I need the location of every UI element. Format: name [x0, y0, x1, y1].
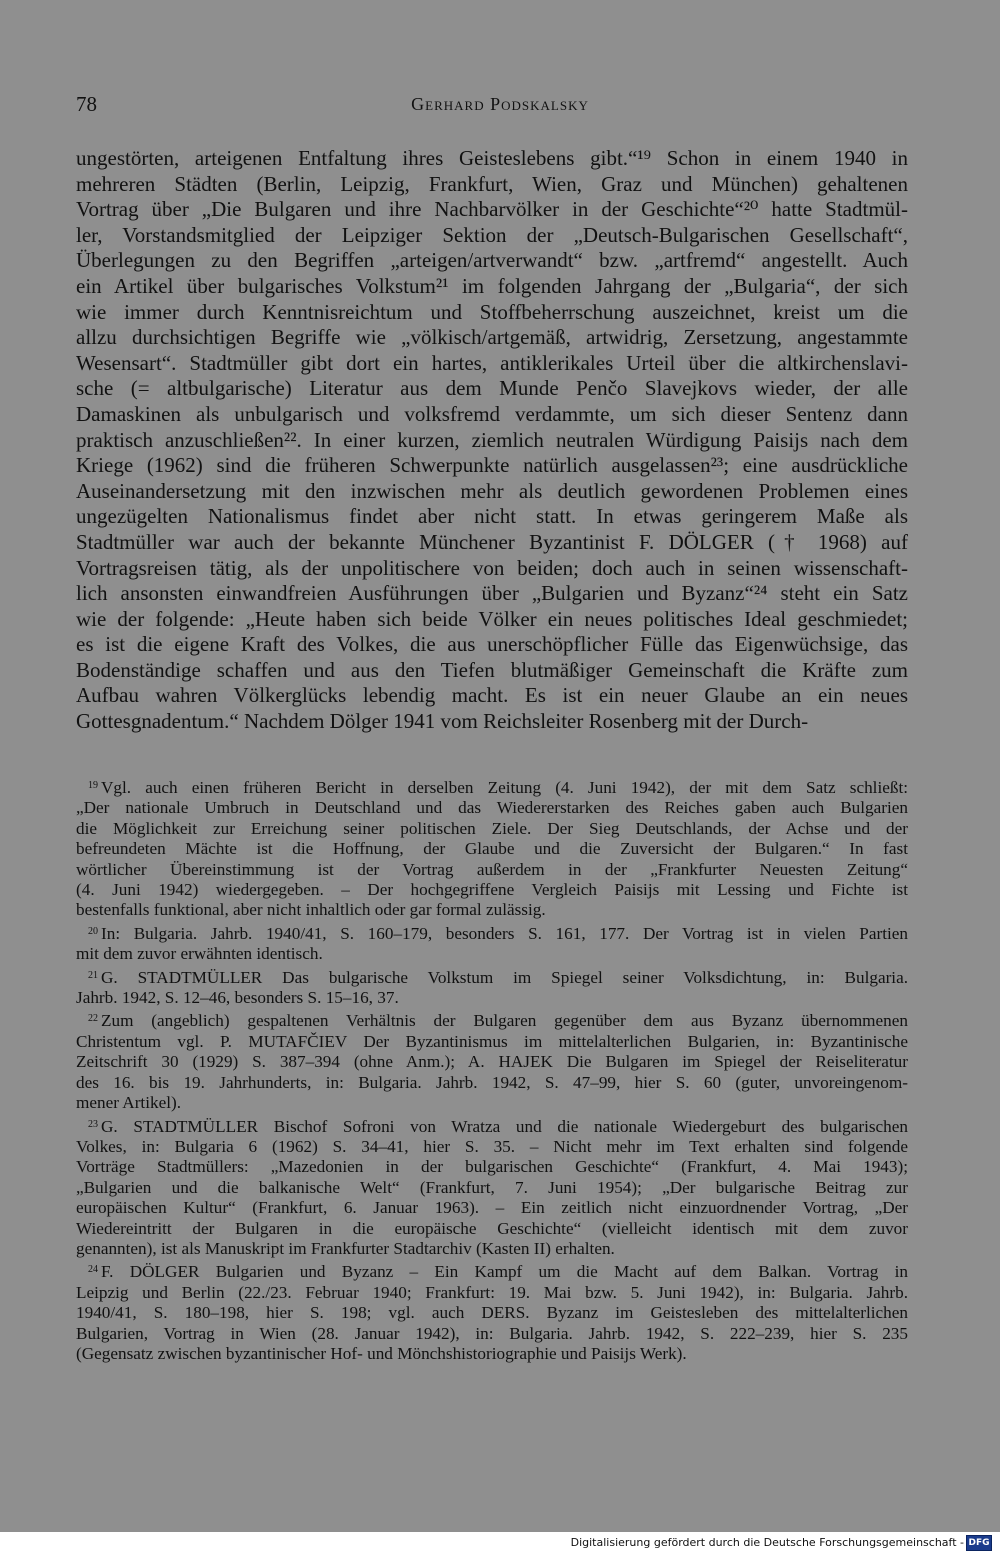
- footnote-first-line: [76, 1115, 908, 1137]
- footnote-line: Vorträge Stadtmüllers: „Mazedonien in der bulgarischen Geschichte“ (Frankfurt, 4. Mai 1943);: [76, 1157, 908, 1177]
- footer-bar: [0, 1532, 1000, 1556]
- footnote-line: Jahrb. 1942, S. 12–46, besonders S. 15–16, 37.: [76, 988, 399, 1008]
- footnote-mark: 21: [88, 969, 98, 981]
- footnote: [76, 922, 908, 965]
- footnote: [76, 1115, 908, 1260]
- footnote-line: mit dem zuvor erwähnten identisch.: [76, 944, 323, 964]
- body-line: allzu durchsichtigen Begriffe wie „völkisch/artgemäß, artwidrig, Zersetzung, angestammte: [76, 325, 908, 350]
- body-line: wie immer durch Kenntnisreichtum und Stoffbeherrschung auszeichnet, kreist um die: [76, 299, 908, 324]
- footnote-line: wörtlicher Übereinstimmung ist der Vortrag außerdem in der „Frankfurter Neuesten Zeitung“: [76, 859, 908, 879]
- footnote-line: die Möglichkeit zur Erreichung seiner politischen Ziele. Der Sieg Deutschlands, der Achse und der: [76, 818, 908, 838]
- body-line: Stadtmüller war auch der bekannte Münchener Byzantinist F. DÖLGER († 1968) auf: [76, 529, 908, 554]
- body-line: ler, Vorstandsmitglied der Leipziger Sektion der „Deutsch-Bulgarischen Gesellschaft“,: [76, 222, 908, 247]
- footnote-first-line: [76, 1009, 908, 1031]
- footnote-line: Christentum vgl. P. MUTAFČIEV Der Byzantinismus im mittelalterlichen Bulgarien, in: Byzantinische: [76, 1031, 908, 1051]
- body-line: praktisch anzuschließen²². In einer kurzen, ziemlich neutralen Würdigung Paisijs nach dem: [76, 427, 908, 452]
- body-line: ein Artikel über bulgarisches Volkstum²¹ im folgenden Jahrgang der „Bulgaria“, der sich: [76, 273, 908, 298]
- footnote-text: Zum (angeblich) gespaltenen Verhältnis der Bulgaren gegenüber dem aus Byzanz übernommenen: [101, 1011, 908, 1031]
- footnote-line: Wiedereintritt der Bulgaren in die europäische Geschichte“ (vielleicht identisch mit dem zuvor: [76, 1218, 908, 1238]
- footnote-text: In: Bulgaria. Jahrb. 1940/41, S. 160–179, besonders S. 161, 177. Der Vortrag ist in vielen Partien: [101, 923, 908, 943]
- footnote-text: G. STADTMÜLLER Das bulgarische Volkstum im Spiegel seiner Volksdichtung, in: Bulgaria.: [101, 967, 908, 987]
- footnote: [76, 966, 908, 1009]
- body-line: Vortragsreisen tätig, als der unpolitischere von beiden; doch auch in seinen wissenschaft-: [76, 555, 908, 580]
- footnote-first-line: [76, 1260, 908, 1282]
- footnote-line: des 16. bis 19. Jahrhunderts, in: Bulgaria. Jahrb. 1942, S. 47–99, hier S. 60 (guter, unvoreingenom-: [76, 1072, 908, 1092]
- footnote-line: bestenfalls funktional, aber nicht inhaltlich oder gar formal zulässig.: [76, 900, 546, 920]
- footnote-line: Bulgarien, Vortrag in Wien (28. Januar 1942), in: Bulgaria. Jahrb. 1942, S. 222–239, hier S. 235: [76, 1323, 908, 1343]
- footer-credit: Digitalisierung gefördert durch die Deutsche Forschungsgemeinschaft -: [570, 1536, 964, 1549]
- footnote: [76, 1009, 908, 1113]
- body-line: Damaskinen als unbulgarisch und volksfremd verdammte, um sich dieser Sentenz dann: [76, 401, 908, 426]
- footnote-first-line: [76, 922, 908, 944]
- page-number: 78: [76, 92, 97, 116]
- footnote-text: F. DÖLGER Bulgarien und Byzanz – Ein Kampf um die Macht auf dem Balkan. Vortrag in: [101, 1262, 908, 1282]
- footnote-line: befreundeten Mächte ist die Hoffnung, der Glaube und die Zuversicht der Bulgaren.“ In fast: [76, 839, 908, 859]
- body-line: Auseinandersetzung mit den inzwischen mehr als deutlich gewordenen Problemen eines: [76, 478, 908, 503]
- body-line: Bodenständige schaffen und aus den Tiefen blutmäßiger Gemeinschaft die Kräfte zum: [76, 657, 908, 682]
- footnote-text: Vgl. auch einen früheren Bericht in derselben Zeitung (4. Juni 1942), der mit dem Satz schließt:: [101, 778, 908, 797]
- body-line: lich ansonsten einwandfreien Ausführungen über „Bulgarien und Byzanz“²⁴ steht ein Satz: [76, 581, 908, 606]
- footnote-line: mener Artikel).: [76, 1093, 181, 1113]
- footnote-line: 1940/41, S. 180–198, hier S. 198; vgl. auch DERS. Byzanz im Geistesleben des mittelalterlichen: [76, 1303, 908, 1323]
- footnote-line: europäischen Kultur“ (Frankfurt, 6. Januar 1963). – Ein zeitlich nicht einzuordnender Vortrag, „Der: [76, 1198, 908, 1218]
- body-line: Überlegungen zu den Begriffen „arteigen/artverwandt“ bzw. „artfremd“ angestellt. Auch: [76, 248, 908, 273]
- body-line: Wesensart“. Stadtmüller gibt dort ein hartes, antiklerikales Urteil über die altkirchenslavi-: [76, 350, 908, 375]
- footnote-line: genannten), ist als Manuskript im Frankfurter Stadtarchiv (Kasten II) erhalten.: [76, 1238, 615, 1258]
- body-line: wie der folgende: „Heute haben sich beide Völker ein neues politisches Ideal geschmiedet;: [76, 606, 908, 631]
- body-line: Vortrag über „Die Bulgaren und ihre Nachbarvölker in der Geschichte“²⁰ hatte Stadtmül-: [76, 197, 908, 222]
- footnote-line: „Bulgarien und die balkanische Welt“ (Frankfurt, 7. Juni 1954); „Der bulgarische Beitrag zur: [76, 1177, 908, 1197]
- footnote-text: G. STADTMÜLLER Bischof Sofroni von Wratza und die nationale Wiedergeburt des bulgarischen: [101, 1116, 908, 1136]
- footnote-mark: 22: [88, 1013, 98, 1025]
- footnote-line: Volkes, in: Bulgaria 6 (1962) S. 34–41, hier S. 35. – Nicht mehr im Text erhalten sind folgende: [76, 1136, 908, 1156]
- body-line: es ist die eigene Kraft des Volkes, die aus unerschöpflicher Fülle das Eigenwüchsige, das: [76, 632, 908, 657]
- body-line: Gottesgnadentum.“ Nachdem Dölger 1941 vom Reichsleiter Rosenberg mit der Durch-: [76, 709, 809, 734]
- footnote-line: (Gegensatz zwischen byzantinischer Hof- und Mönchshistoriographie und Paisijs Werk).: [76, 1343, 687, 1363]
- footnote-mark: 20: [88, 925, 98, 937]
- footnote-first-line: [76, 776, 908, 798]
- body-line: ungestörten, arteigenen Entfaltung ihres Geisteslebens gibt.“¹⁹ Schon in einem 1940 in: [76, 146, 908, 170]
- dfg-logo-icon: DFG: [966, 1535, 992, 1551]
- body-line: ungezügelten Nationalismus findet aber nicht statt. In etwas geringerem Maße als: [76, 504, 908, 529]
- body-text: [76, 146, 908, 735]
- footnote-line: (4. Juni 1942) wiedergegeben. – Der hochgegriffene Vergleich Paisijs mit Lessing und Fichte ist: [76, 880, 908, 900]
- footnote-line: „Der nationale Umbruch in Deutschland und das Wiedererstarken des Reiches gaben auch Bulgarien: [76, 798, 908, 818]
- footnote: [76, 776, 908, 921]
- footnote-line: Zeitschrift 30 (1929) S. 387–394 (ohne Anm.); A. HAJEK Die Bulgaren im Spiegel der Reiseliteratur: [76, 1052, 908, 1072]
- body-paragraph: [76, 146, 908, 735]
- body-line: sche (= altbulgarische) Literatur aus dem Munde Penčo Slavejkovs wieder, der alle: [76, 376, 908, 401]
- running-head: Gerhard Podskalsky: [411, 94, 589, 114]
- footnote-mark: 23: [88, 1118, 98, 1130]
- footnote-mark: 19: [88, 780, 98, 791]
- footnote-mark: 24: [88, 1264, 98, 1276]
- body-line: Aufbau wahren Völkerglücks lebendig macht. Es ist ein neuer Glaube an ein neues: [76, 683, 908, 708]
- footnotes: [76, 776, 908, 1365]
- footnote-first-line: [76, 966, 908, 988]
- body-line: mehreren Städten (Berlin, Leipzig, Frankfurt, Wien, Graz und München) gehaltenen: [76, 171, 908, 196]
- footnote-line: Leipzig und Berlin (22./23. Februar 1940; Frankfurt: 19. Mai bzw. 5. Juni 1942), in: Bulgaria. Jahrb.: [76, 1282, 908, 1302]
- body-line: Kriege (1962) sind die früheren Schwerpunkte natürlich ausgelassen²³; eine ausdrückliche: [76, 453, 908, 478]
- footnote: [76, 1260, 908, 1364]
